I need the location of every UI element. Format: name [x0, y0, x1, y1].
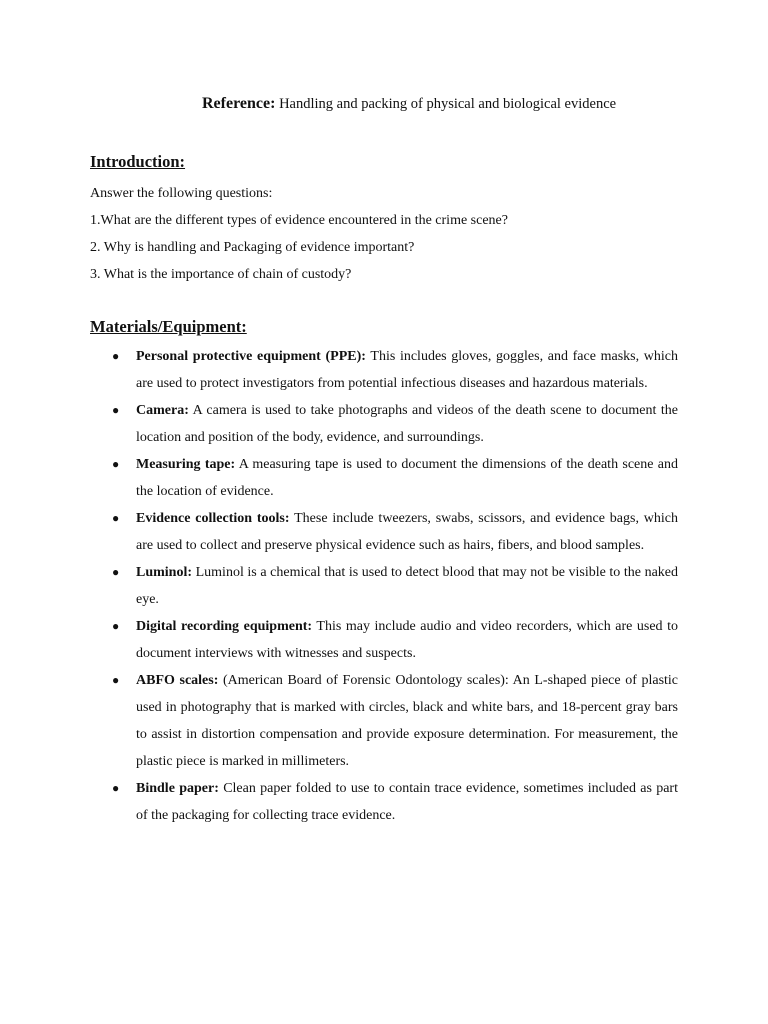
bullet-icon: ●	[112, 457, 120, 471]
introduction-heading: Introduction:	[90, 152, 186, 171]
item-text: A camera is used to take photographs and videos of the death scene to document the location and position of the body, evidence, and surroundings.	[136, 403, 678, 445]
question-1: 1.What are the different types of evidence encountered in the crime scene?	[90, 213, 508, 228]
bullet-icon: ●	[112, 619, 120, 633]
list-item	[110, 505, 678, 559]
item-term: Measuring tape:	[136, 457, 236, 472]
item-text: This may include audio and video recorders, which are used to document interviews with witnesses and suspects.	[136, 619, 678, 661]
item-term: Evidence collection tools:	[136, 511, 290, 526]
bullet-icon: ●	[112, 673, 120, 687]
list-item	[110, 613, 678, 667]
list-item	[110, 397, 678, 451]
reference-label: Reference:	[202, 95, 276, 112]
item-text: Clean paper folded to use to contain trace evidence, sometimes included as part of the packaging for collecting trace evidence.	[136, 781, 678, 823]
item-text: Luminol is a chemical that is used to detect blood that may not be visible to the naked eye.	[136, 565, 678, 607]
item-term: Camera:	[136, 403, 189, 418]
item-term: Personal protective equipment (PPE):	[136, 349, 366, 364]
bullet-icon: ●	[112, 349, 120, 363]
item-term: Digital recording equipment:	[136, 619, 313, 634]
bullet-icon: ●	[112, 403, 120, 417]
question-3: 3. What is the importance of chain of custody?	[90, 267, 352, 282]
bullet-icon: ●	[112, 511, 120, 525]
list-item	[110, 451, 678, 505]
introduction-questions	[90, 180, 690, 288]
item-text: (American Board of Forensic Odontology scales): An L-shaped piece of plastic used in photography that is marked with circles, black and white bars, and 18-percent gray bars to assist in distortion compensation and provide exposure determination. For measurement, the plastic piece is marked in millimeters.	[136, 673, 679, 769]
item-term: ABFO scales:	[136, 673, 219, 688]
list-item	[110, 559, 678, 613]
list-item	[110, 667, 678, 775]
item-term: Luminol:	[136, 565, 193, 580]
list-item	[110, 775, 678, 829]
materials-list	[110, 343, 678, 829]
item-text: A measuring tape is used to document the dimensions of the death scene and the location of evidence.	[136, 457, 678, 499]
item-text: These include tweezers, swabs, scissors, and evidence bags, which are used to collect and preserve physical evidence such as hairs, fibers, and blood samples.	[136, 511, 678, 553]
item-text: This includes gloves, goggles, and face masks, which are used to protect investigators from potential infectious diseases and hazardous materials.	[136, 349, 679, 391]
reference-text: Handling and packing of physical and biological evidence	[279, 96, 617, 112]
bullet-icon: ●	[112, 781, 120, 795]
list-item	[110, 343, 678, 397]
item-term: Bindle paper:	[136, 781, 219, 796]
question-2: 2. Why is handling and Packaging of evidence important?	[90, 240, 415, 255]
reference-line	[202, 93, 702, 115]
bullet-icon: ●	[112, 565, 120, 579]
intro-instruction: Answer the following questions:	[90, 186, 273, 201]
materials-heading: Materials/Equipment:	[90, 317, 247, 336]
